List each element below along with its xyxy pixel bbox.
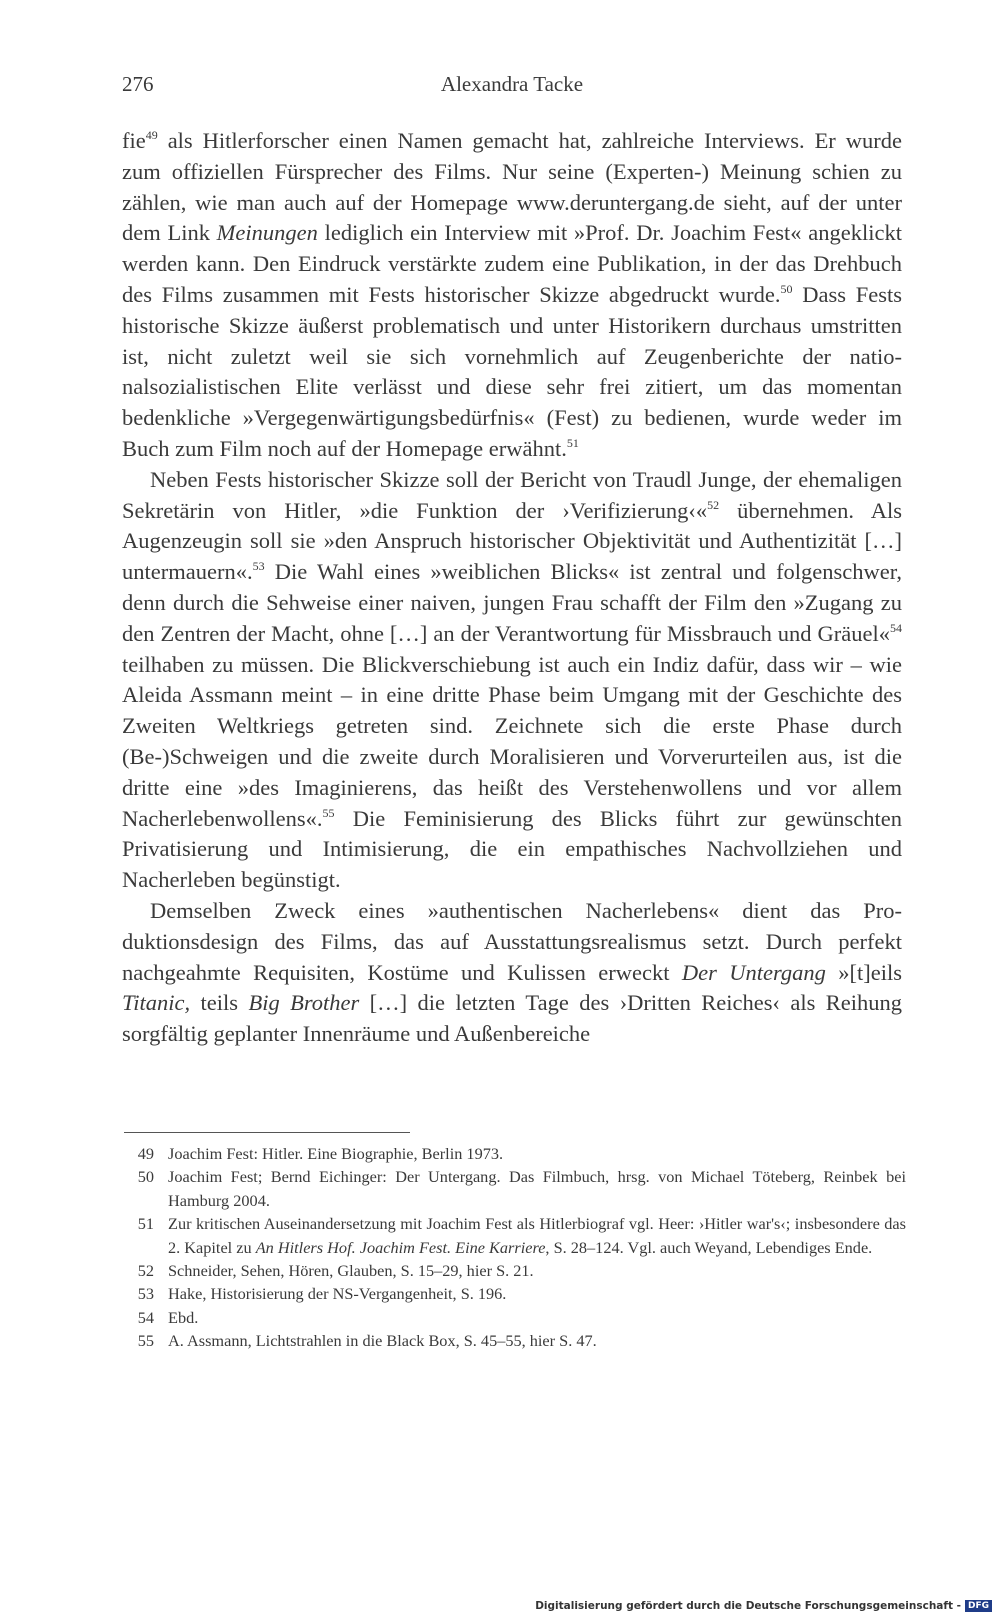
footnote-ref: 49 xyxy=(145,128,158,142)
footnote xyxy=(124,1142,906,1165)
text-run: […] die letzten Tage des ›Dritten Reiches‹ als Reihung sorgfältig geplanter Innenräume und Außenbereiche xyxy=(122,990,902,1047)
footnotes xyxy=(124,1142,906,1353)
footnote-number: 51 xyxy=(137,1214,154,1234)
footnote-text xyxy=(168,1259,906,1282)
text-run: Schneider, Sehen, Hören, Glauben, S. 15–29, hier S. 21. xyxy=(168,1261,534,1281)
page-number: 276 xyxy=(122,72,154,96)
footnote-text xyxy=(168,1142,906,1165)
footnote-number: 52 xyxy=(137,1261,154,1281)
footnote-number: 54 xyxy=(137,1307,154,1327)
footnote-ref: 51 xyxy=(566,435,579,450)
main-text xyxy=(122,126,902,1050)
italic-title: Der Untergang xyxy=(681,959,826,985)
footnote-separator xyxy=(124,1132,410,1133)
footnote-text xyxy=(168,1329,906,1352)
paragraph xyxy=(122,896,902,1050)
text-run: , S. 28–124. Vgl. auch Weyand, Lebendiges Ende. xyxy=(545,1237,873,1257)
footnote-number: 53 xyxy=(137,1284,154,1304)
footnote-ref: 54 xyxy=(890,620,902,635)
running-header xyxy=(122,72,902,104)
text-run: Die Wahl eines »weiblichen Blicks« ist zentral und folgenschwer, denn durch die Sehweise einer naiven, jungen Frau schafft der Film den »Zugang zu den Zentren der Macht, ohne […] an der Verantwortung für Missbrauch und Gräuel« xyxy=(122,559,902,646)
footnote-number: 49 xyxy=(137,1144,154,1163)
footer-text: Digitalisierung gefördert durch die Deutsche Forschungsgemeinschaft - xyxy=(535,1600,961,1612)
text-run: Joachim Fest: Hitler. Eine Biographie, Berlin 1973. xyxy=(168,1144,504,1163)
text-run: teils xyxy=(190,990,249,1016)
dfg-logo-icon: DFG xyxy=(965,1600,992,1612)
footnote-text xyxy=(168,1212,906,1259)
paragraph xyxy=(122,126,902,465)
footnote xyxy=(124,1282,906,1305)
footnote-ref: 55 xyxy=(322,805,335,820)
paragraph xyxy=(122,465,902,896)
italic-title: Big Brother xyxy=(248,990,360,1016)
text-run: Die Feminisierung des Blicks führt zur gewünschten Privatisierung und Intimisierung, die ein empathisches Nachvollziehen und Nacherleben begünstigt. xyxy=(122,805,902,893)
text-run: teilhaben zu müssen. Die Blickverschiebung ist auch ein Indiz dafür, dass wir – wie Aleida Assmann meint – in eine dritte Phase beim Umgang mit der Geschichte des Zweiten Weltkriegs getreten sind. Zeichnete sich die erste Phase durch (Be-)Schweigen und die zweite durch Moralisieren und Vorverurteilen aus, ist die dritte eine »des Imaginierens, das heißt des Verstehenwollens und vor allem Nacherlebenwollens«. xyxy=(122,651,902,831)
text-run: übernehmen. Als Augenzeugin soll sie »den Anspruch historischer Objektivität und Authentizität […] untermauern«. xyxy=(122,497,902,585)
text-run: als Hitlerforscher einen Namen gemacht hat, zahlreiche Interviews. Er wurde zum offiziellen Fürsprecher des Films. Nur seine (Experten-) Meinung schien zu zählen, wie man auch auf der Homepage www.deruntergang.de sieht, auf der unter dem Link xyxy=(122,128,902,246)
text-run: Joachim Fest; Bernd Eichinger: Der Untergang. Das Filmbuch, hrsg. von Michael Töteberg, Reinbek bei Hamburg 2004. xyxy=(168,1167,906,1210)
text-run: lediglich ein Interview mit »Prof. Dr. Joachim Fest« angeklickt werden kann. Den Eindruck verstärkte zudem eine Publikation, in der das Drehbuch des Films zusammen mit Fests historischer Skizze abgedruckt wurde. xyxy=(122,220,902,307)
footnote-text xyxy=(168,1282,906,1305)
footnote-text xyxy=(168,1306,906,1329)
footnote xyxy=(124,1306,906,1329)
text-run: fie xyxy=(122,128,146,153)
text-run: A. Assmann, Lichtstrahlen in die Black Box, S. 45–55, hier S. 47. xyxy=(168,1331,597,1351)
text-run: Dass Fests historische Skizze äußerst problematisch und unter Historikern durchaus umstritten ist, nicht zuletzt weil sie sich vornehmlich auf Zeugenberichte der nationalsozialistischen Elite verlässt und diese sehr frei zitiert, um das momentan bedenkliche »Vergegenwärtigungsbedürfnis« (Fest) zu bedienen, wurde weder im Buch zum Film noch auf der Homepage erwähnt. xyxy=(122,281,902,461)
footnote xyxy=(124,1165,906,1212)
footnote xyxy=(124,1329,906,1352)
italic-title: Titanic, xyxy=(122,990,191,1016)
italic-title: Meinungen xyxy=(216,220,318,246)
running-head-author: Alexandra Tacke xyxy=(440,72,584,96)
digitization-footer xyxy=(535,1600,992,1612)
footnote-ref: 52 xyxy=(707,497,720,512)
italic-title: An Hitlers Hof. Joachim Fest. Eine Karriere xyxy=(255,1237,546,1257)
text-run: Neben Fests historischer Skizze soll der Bericht von Traudl Junge, der ehemaligen Sekretärin von Hitler, »die Funktion der ›Verifizierung‹« xyxy=(122,466,902,523)
footnote xyxy=(124,1212,906,1259)
footnote-ref: 50 xyxy=(780,281,793,296)
text-run: »[t]eils xyxy=(825,959,903,985)
text-run: Hake, Historisierung der NS-Vergangenheit, S. 196. xyxy=(168,1284,507,1304)
footnote-ref: 53 xyxy=(252,559,265,574)
footnote-number: 50 xyxy=(137,1167,154,1187)
footnote xyxy=(124,1259,906,1282)
text-run: Zur kritischen Auseinandersetzung mit Joachim Fest als Hitlerbiograf vgl. Heer: ›Hitler war's‹; insbesondere das 2. Kapitel zu xyxy=(168,1214,906,1257)
text-run: Ebd. xyxy=(168,1307,199,1327)
text-run: Demselben Zweck eines »authentischen Nacherlebens« dient das Produktionsdesign des Films, das auf Ausstattungsrealismus setzt. Durch perfekt nachgeahmte Requisiten, Kostüme und Kulissen erweckt xyxy=(122,897,902,985)
footnote-number: 55 xyxy=(137,1331,154,1351)
footnote-text xyxy=(168,1165,906,1212)
